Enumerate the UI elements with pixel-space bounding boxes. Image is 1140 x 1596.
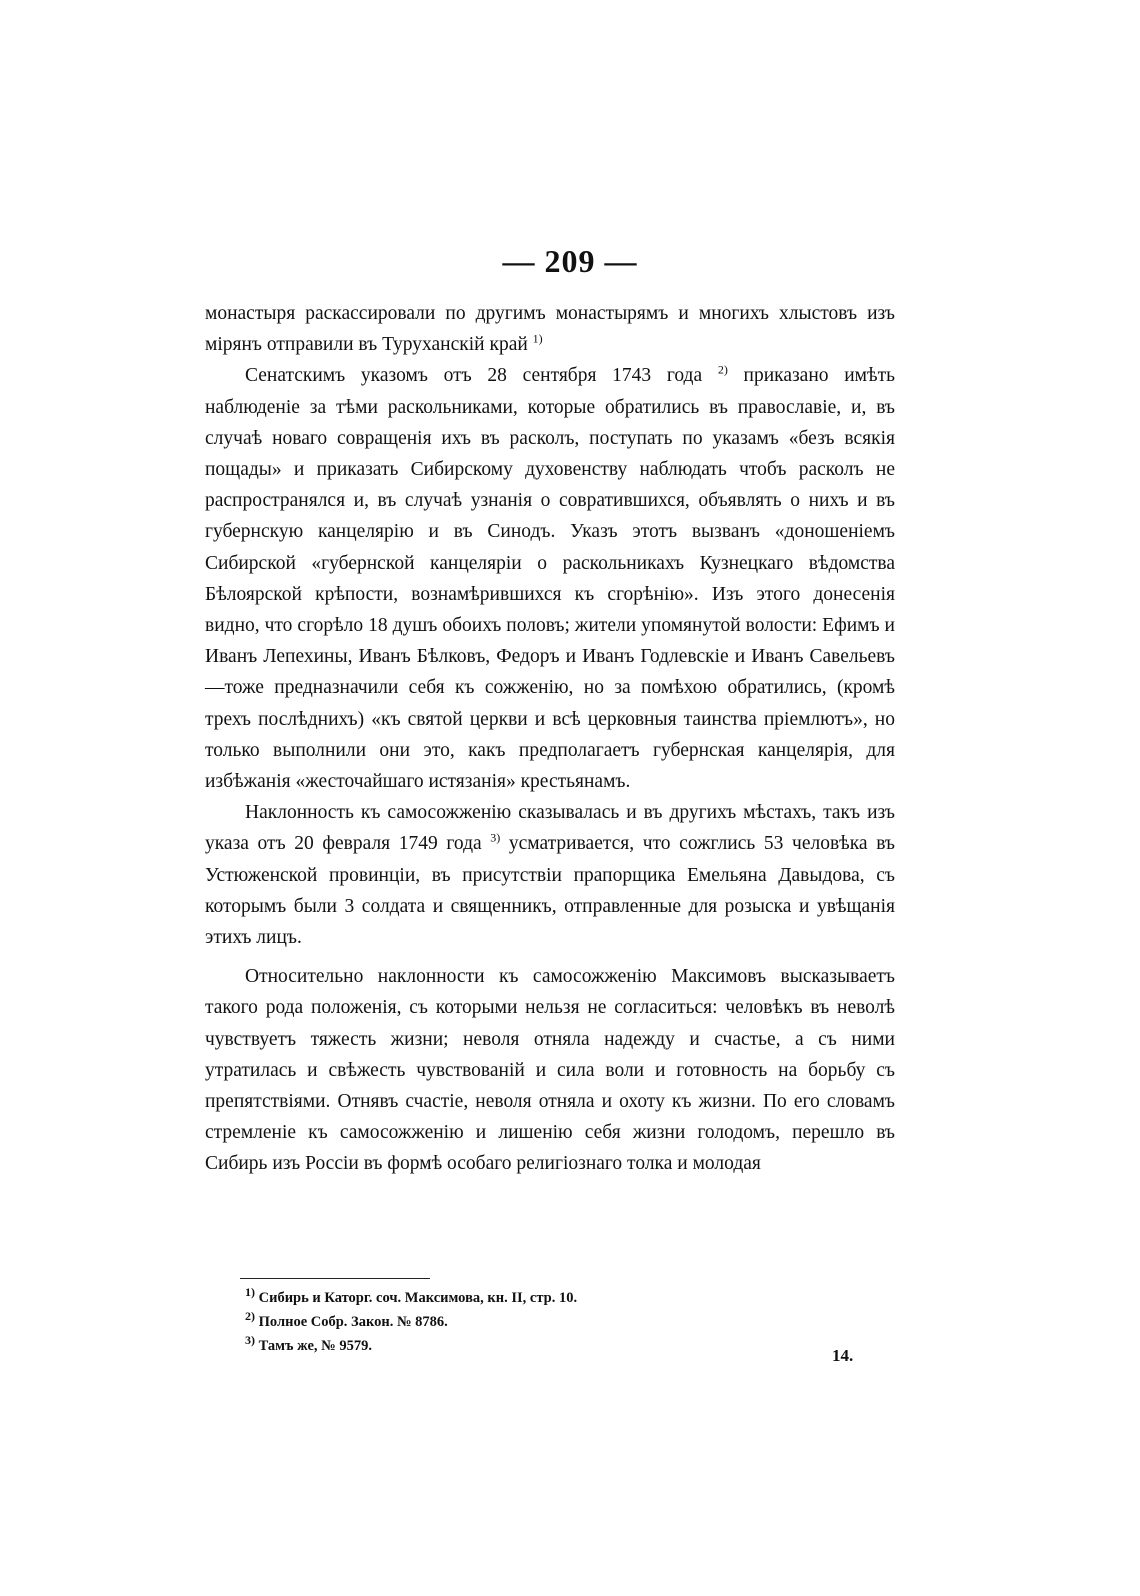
signature-mark: 14. — [832, 1346, 854, 1365]
footnote-text-1: Сибирь и Каторг. соч. Максимова, кн. II, стр. 10. — [255, 1290, 578, 1306]
paragraph-1 — [205, 298, 895, 360]
paragraph-1-text: монастыря раскассировали по другимъ монастырямъ и многихъ хлыстовъ изъ мiрянъ отправили въ Туруханскiй край — [205, 303, 895, 356]
paragraph-2-text-a: Сенатскимъ указомъ отъ 28 сентября 1743 года — [245, 365, 718, 387]
body-text — [205, 298, 895, 1180]
footnotes — [245, 1286, 845, 1358]
footnote-mark-2: 2) — [245, 1309, 255, 1324]
footnote-ref-2: 2) — [717, 362, 728, 377]
footnote-3 — [245, 1334, 845, 1358]
paragraph-3-text-b: усматривается, что сожглись 53 человѣка въ Устюженской провинцiи, въ присутствiи прапорщика Емельяна Давыдова, съ которымъ были 3 солдата и священникъ, отправленные для розыска и увѣщанiя этихъ лицъ. — [205, 833, 896, 949]
footnote-ref-3: 3) — [490, 830, 501, 845]
footnote-1 — [245, 1286, 845, 1310]
page-number: — 209 — — [502, 243, 638, 279]
footnote-mark-3: 3) — [245, 1333, 255, 1348]
footnote-text-3: Тамъ же, № 9579. — [255, 1338, 372, 1354]
paragraph-2 — [205, 360, 895, 797]
paragraph-3-text-a: Наклонность къ самосожженiю сказывалась и въ другихъ мѣстахъ, такъ изъ указа отъ 20 февраля 1749 года — [205, 802, 895, 855]
paragraph-2-text-b: приказано имѣть наблюденiе за тѣми раскольниками, которые обратились въ православiе, и, въ случаѣ новаго совращенiя ихъ въ расколъ, поступать по указамъ «безъ всякiя пощады» и приказать Сибирскому духовенству наблюдать чтобъ расколъ не распространялся и, въ случаѣ узнанiя о совратившихся, объявлять о нихъ и въ губернскую канцелярiю и въ Синодъ. Указъ этотъ вызванъ «доношенiемъ Сибирской «губернской канцелярiи о раскольникахъ Кузнецкаго вѣдомства Бѣлоярской крѣпости, вознамѣрившихся къ сгорѣнiю». Изъ этого донесенiя видно, что сгорѣло 18 душъ обоихъ половъ; жители упомянутой волости: Ефимъ и Иванъ Лепехины, Иванъ Бѣлковъ, Федоръ и Иванъ Годлевскiе и Иванъ Савельевъ—тоже предназначили себя къ сожженiю, но за помѣхою обратились, (кромѣ трехъ послѣднихъ) «къ святой церкви и всѣ церковныя таинства прiемлютъ», но только выполнили они это, какъ предполагаетъ губернская канцелярiя, для избѣжанiя «жесточайшаго истязанiя» крестьянамъ. — [205, 365, 895, 793]
paragraph-3 — [205, 797, 895, 953]
footnote-mark-1: 1) — [245, 1285, 255, 1300]
footnote-divider — [240, 1278, 430, 1279]
footnote-2 — [245, 1310, 845, 1334]
footnote-ref-1: 1) — [532, 331, 543, 346]
footnote-text-2: Полное Собр. Закон. № 8786. — [255, 1314, 448, 1330]
paragraph-4: Относительно наклонности къ самосожженiю Максимовъ высказываетъ такого рода положенiя, съ которыми нельзя не согласиться: человѣкъ въ неволѣ чувствуетъ тяжесть жизни; неволя отняла надежду и счастье, а съ ними утратилась и свѣжесть чувствованiй и сила воли и готовность на борьбу съ препятствiями. Отнявъ счастiе, неволя отняла и охоту къ жизни. По его словамъ стремленiе къ самосожженiю и лишенiю себя жизни голодомъ, перешло въ Сибирь изъ Россiи въ формѣ особаго религiознаго толка и молодая — [205, 966, 895, 1175]
